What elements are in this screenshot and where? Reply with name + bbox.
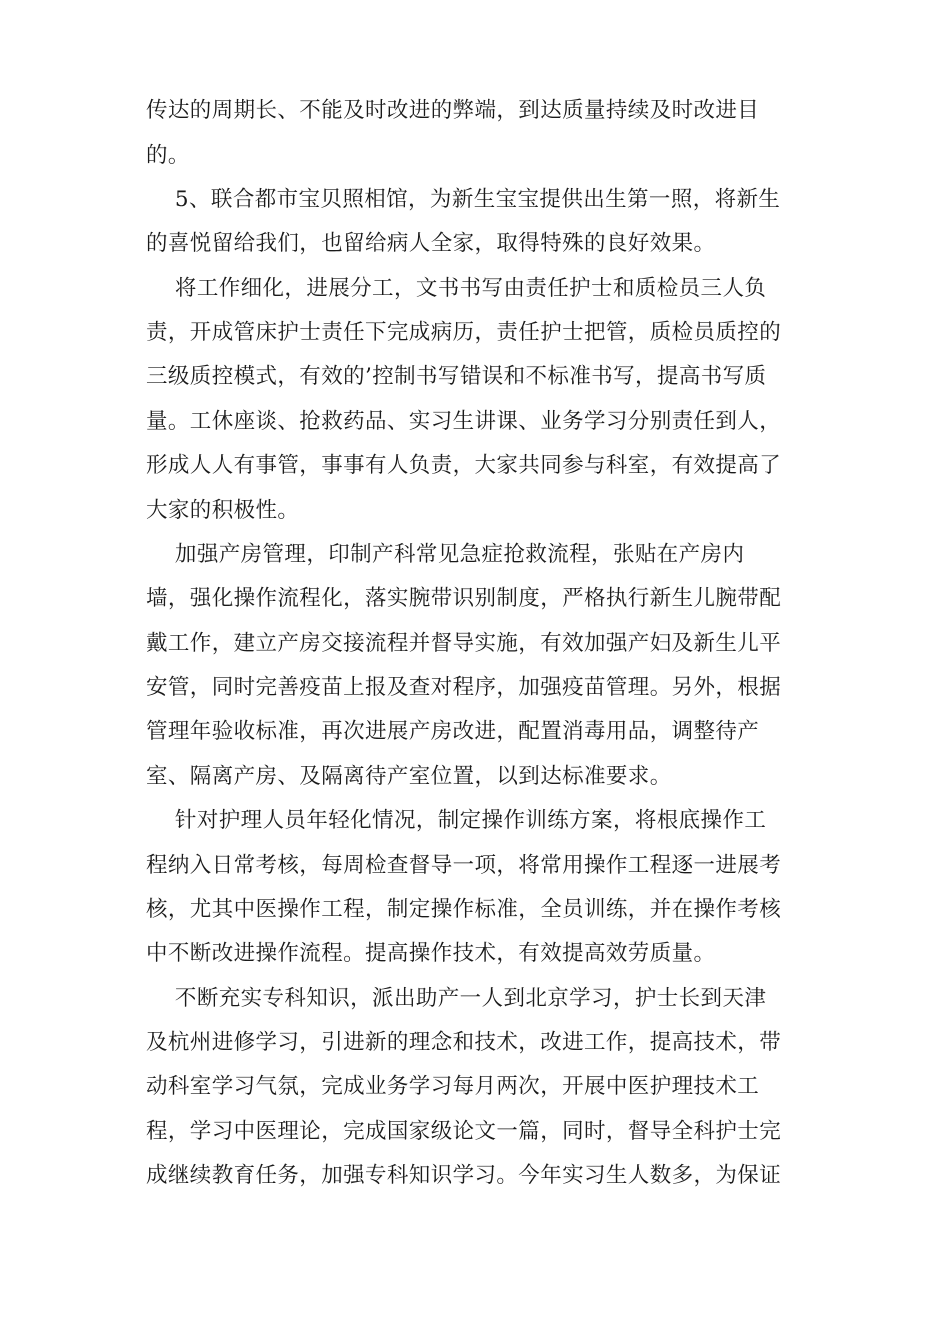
text-line: 的喜悦留给我们，也留给病人全家，取得特殊的良好效果。 (146, 231, 716, 256)
text-line: 动科室学习气氛，完成业务学习每月两次，开展中医护理技术工 (146, 1074, 760, 1099)
text-line: 墙，强化操作流程化，落实腕带识别制度，严格执行新生儿腕带配 (146, 586, 782, 611)
text-line: 及杭州进修学习，引进新的理念和技术，改进工作，提高技术，带 (146, 1030, 782, 1055)
text-line: 管理年验收标准，再次进展产房改进，配置消毒用品，调整待产 (146, 719, 760, 744)
text-line: 室、隔离产房、及隔离待产室位置，以到达标准要求。 (146, 764, 672, 789)
text-line: 程纳入日常考核，每周检查督导一项，将常用操作工程逐一进展考 (146, 853, 782, 878)
text-line: 针对护理人员年轻化情况，制定操作训练方案，将根底操作工 (146, 808, 767, 833)
text-line: 不断充实专科知识，派出助产一人到北京学习，护士长到天津 (146, 986, 767, 1011)
text-line: 戴工作，建立产房交接流程并督导实施，有效加强产妇及新生儿平 (146, 631, 782, 656)
text-line: 将工作细化，进展分工，文书书写由责任护士和质检员三人负 (146, 276, 767, 301)
text-line: 成继续教育任务，加强专科知识学习。今年实习生人数多，为保证 (146, 1163, 782, 1188)
text-line: 责，开成管床护士责任下完成病历，责任护士把管，质检员质控的 (146, 320, 782, 345)
text-line: 核，尤其中医操作工程，制定操作标准，全员训练，并在操作考核 (146, 897, 782, 922)
text-line: 形成人人有事管，事事有人负责，大家共同参与科室，有效提高了 (146, 453, 782, 478)
text-line: 5、联合都市宝贝照相馆，为新生宝宝提供出生第一照，将新生 (146, 187, 781, 212)
text-line: 中不断改进操作流程。提高操作技术，有效提高效劳质量。 (146, 941, 716, 966)
text-line: 加强产房管理，印制产科常见急症抢救流程，张贴在产房内 (146, 542, 745, 567)
text-line: 的。 (146, 143, 190, 168)
text-line: 安管，同时完善疫苗上报及查对程序，加强疫苗管理。另外，根据 (146, 675, 782, 700)
text-line: 大家的积极性。 (146, 498, 300, 523)
text-line: 程，学习中医理论，完成国家级论文一篇，同时，督导全科护士完 (146, 1119, 782, 1144)
text-line: 传达的周期长、不能及时改进的弊端，到达质量持续及时改进目 (146, 98, 760, 123)
text-line: 量。工休座谈、抢救药品、实习生讲课、业务学习分别责任到人， (146, 409, 782, 434)
text-line: 三级质控模式，有效的’控制书写错误和不标准书写，提高书写质 (146, 364, 767, 389)
